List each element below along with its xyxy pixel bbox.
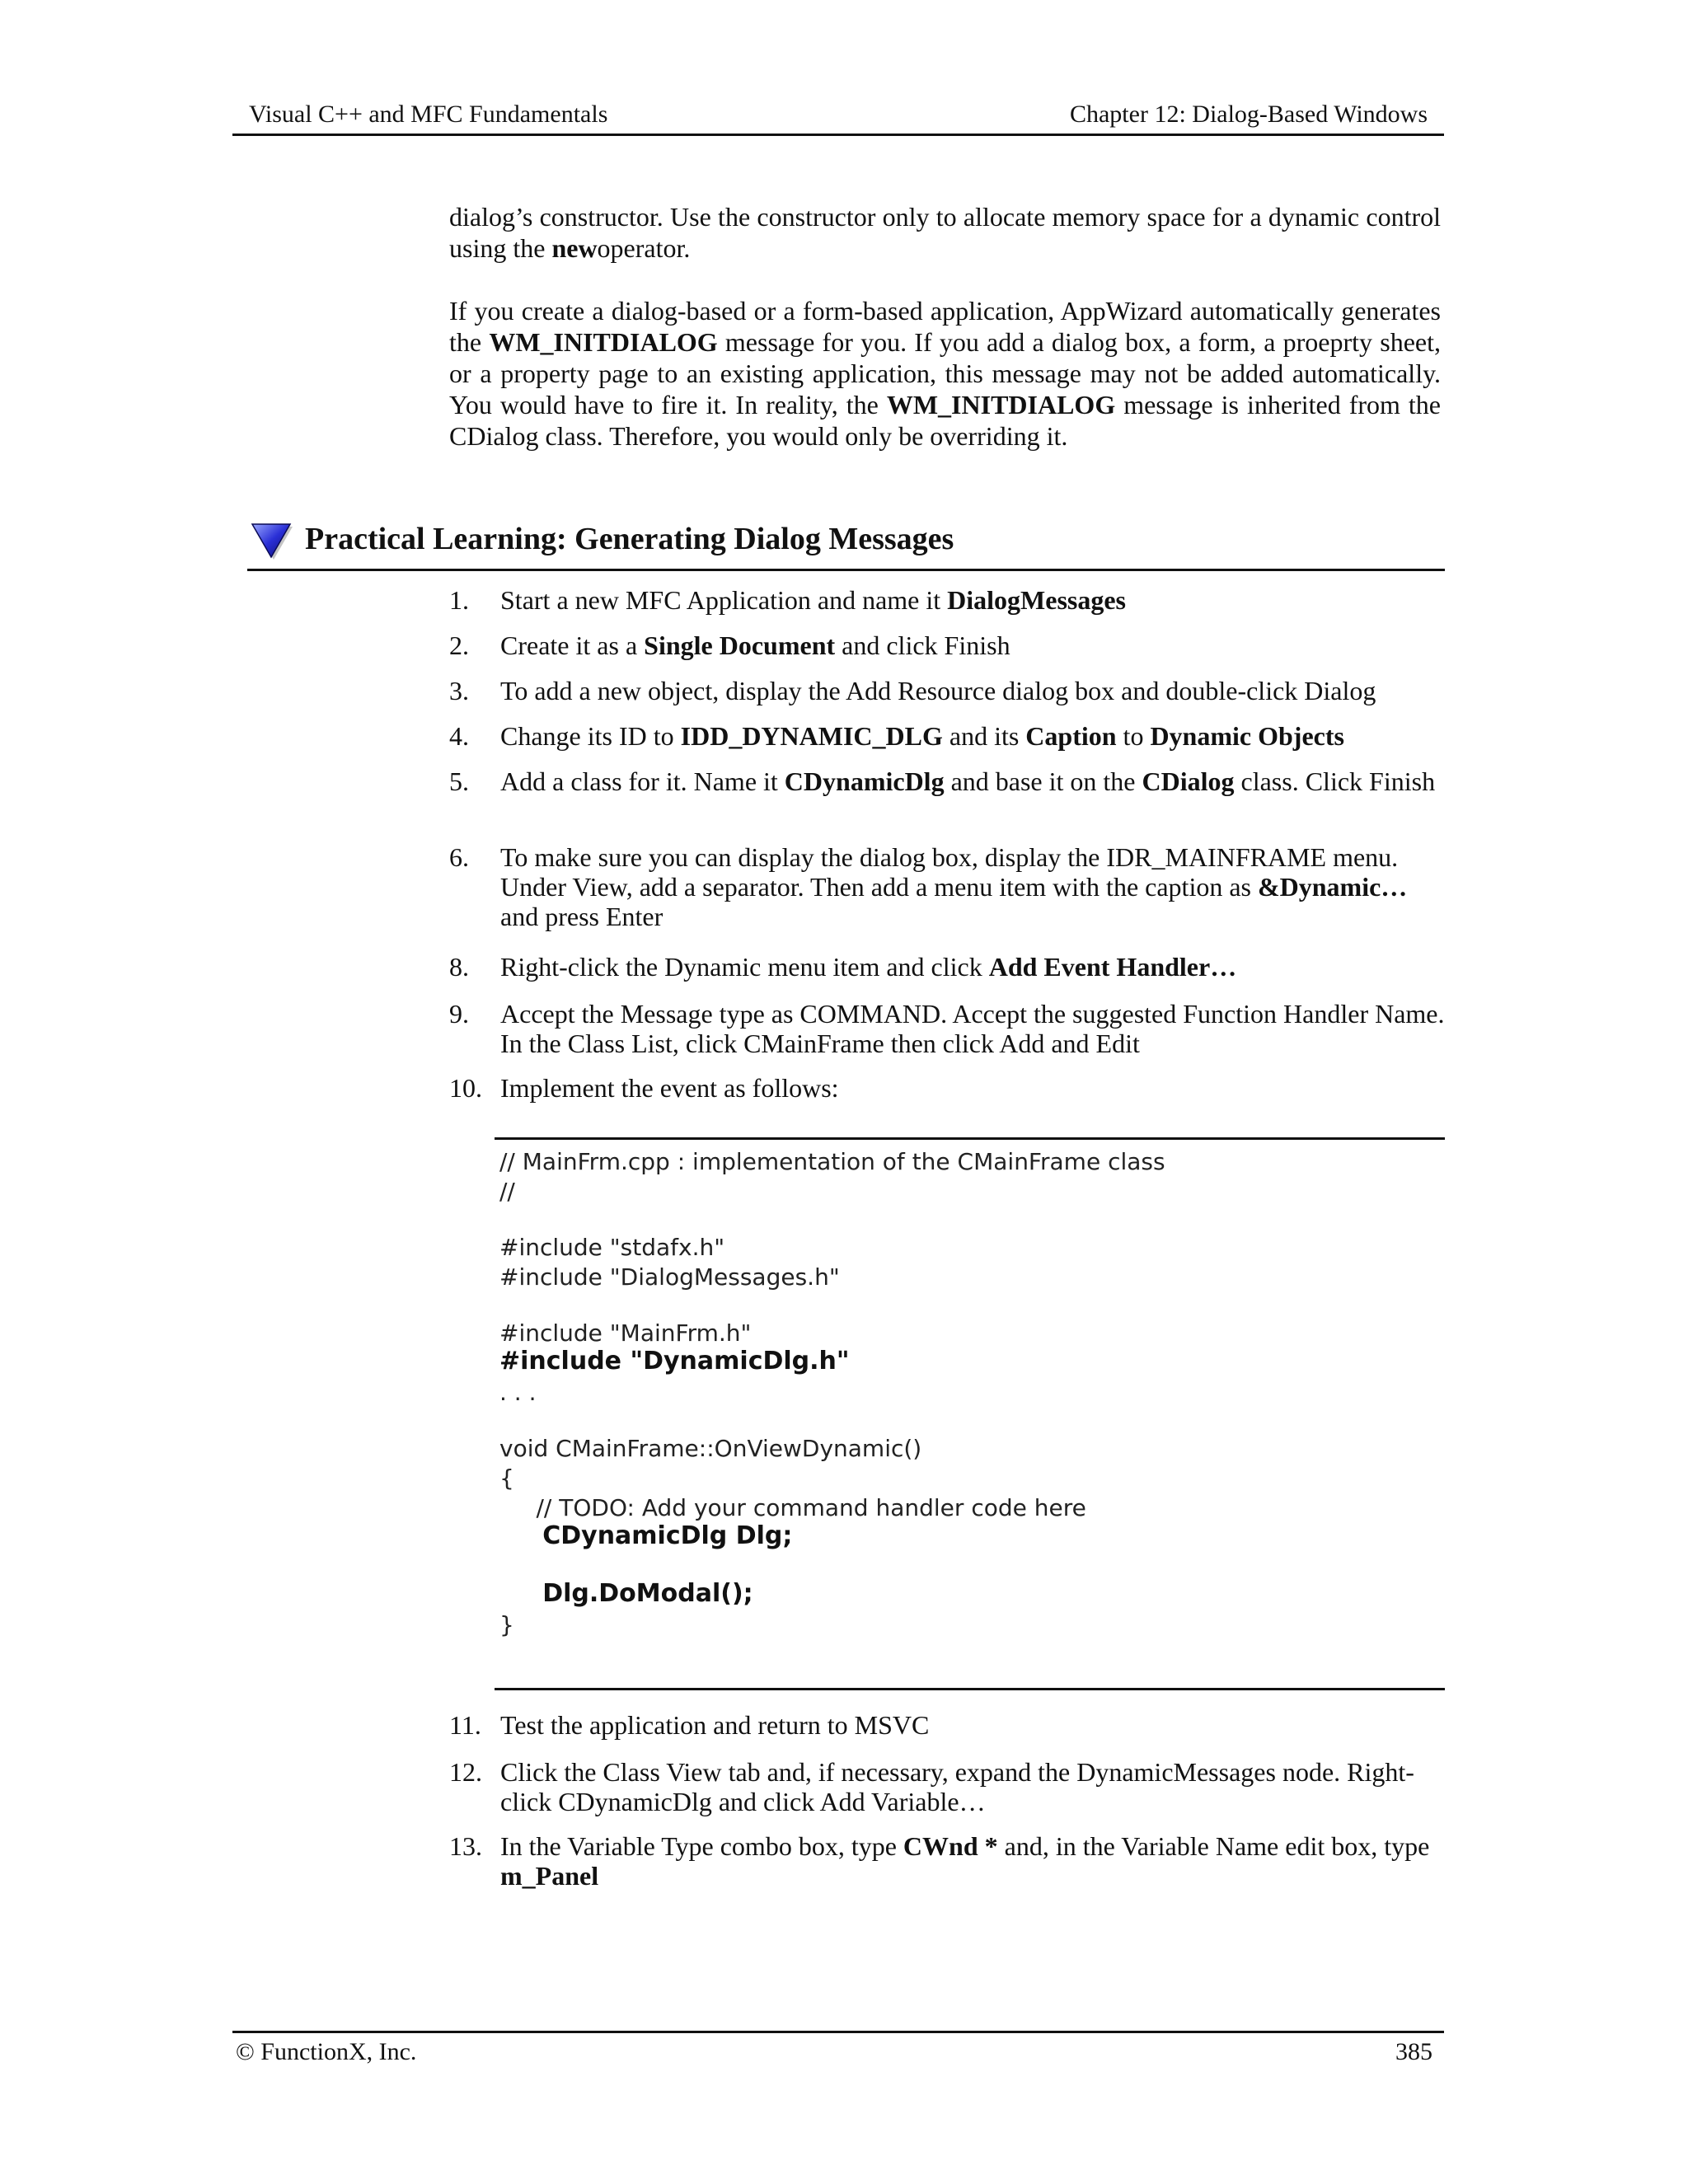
code-line: // MainFrm.cpp : implementation of the CMainFrame class bbox=[499, 1148, 1165, 1175]
code-line: Dlg.DoModal(); bbox=[499, 1579, 753, 1608]
text-run: Accept the Message type as COMMAND. Accept the suggested Function Handler Name. In the Class List, click CMainFrame then click Add and Edit bbox=[500, 999, 1445, 1058]
text-run: dialog’s constructor. Use the constructor only to allocate memory space for a dynamic control using the bbox=[449, 202, 1441, 263]
bold-term: IDD_DYNAMIC_DLG bbox=[680, 721, 943, 751]
bold-term: &Dynamic… bbox=[1257, 872, 1408, 902]
text-run: Implement the event as follows: bbox=[500, 1073, 839, 1103]
blue-down-triangle-icon bbox=[249, 519, 293, 560]
step-text bbox=[500, 766, 1447, 796]
code-line: . . . bbox=[499, 1379, 537, 1406]
text-run: To make sure you can display the dialog box, display the IDR_MAINFRAME menu. Under View, add a separator. Then add a menu item with the caption as bbox=[500, 842, 1399, 902]
step-number: 9. bbox=[449, 999, 469, 1029]
text-run: and its bbox=[942, 721, 1026, 751]
step-text bbox=[500, 676, 1447, 705]
bold-term: Add Event Handler… bbox=[988, 952, 1237, 982]
code-line: } bbox=[499, 1611, 514, 1638]
text-run: Create it as a bbox=[500, 630, 645, 660]
bold-term: CDialog bbox=[1142, 766, 1235, 796]
code-line: // bbox=[499, 1178, 515, 1205]
bold-term: Caption bbox=[1025, 721, 1117, 751]
text-run: Start a new MFC Application and name it bbox=[500, 585, 948, 615]
bold-term: WM_INITDIALOG bbox=[886, 390, 1116, 419]
bold-term: m_Panel bbox=[500, 1861, 599, 1891]
code-listing bbox=[495, 1137, 1445, 1690]
text-run: and press Enter bbox=[500, 902, 663, 931]
code-line: CDynamicDlg Dlg; bbox=[499, 1521, 793, 1550]
code-line: { bbox=[499, 1465, 514, 1492]
code-line: void CMainFrame::OnViewDynamic() bbox=[499, 1435, 922, 1462]
text-run: and, in the Variable Name edit box, type bbox=[997, 1831, 1430, 1861]
bold-term: CDynamicDlg bbox=[784, 766, 945, 796]
book-title: Visual C++ and MFC Fundamentals bbox=[249, 101, 608, 128]
step-number: 8. bbox=[449, 952, 469, 982]
text-run: Right-click the Dynamic menu item and click bbox=[500, 952, 989, 982]
step-number: 2. bbox=[449, 630, 469, 660]
code-line: #include "stdafx.h" bbox=[499, 1234, 725, 1261]
step-text bbox=[500, 721, 1447, 751]
step-number: 3. bbox=[449, 676, 469, 705]
section-title: Practical Learning: Generating Dialog Messages bbox=[305, 522, 954, 556]
text-run: In the Variable Type combo box, type bbox=[500, 1831, 903, 1861]
step-number: 12. bbox=[449, 1757, 482, 1787]
copyright: © FunctionX, Inc. bbox=[236, 2038, 417, 2065]
step-text bbox=[500, 842, 1447, 931]
text-run: to bbox=[1116, 721, 1151, 751]
bold-term: new bbox=[551, 233, 598, 263]
code-line: #include "MainFrm.h" bbox=[499, 1319, 752, 1347]
text-run: and click Finish bbox=[835, 630, 1010, 660]
step-number: 1. bbox=[449, 585, 469, 615]
step-text bbox=[500, 999, 1447, 1058]
bold-term: CWnd * bbox=[903, 1831, 998, 1861]
bold-term: WM_INITDIALOG bbox=[489, 327, 718, 357]
page-number: 385 bbox=[1395, 2038, 1432, 2065]
text-run: Change its ID to bbox=[500, 721, 681, 751]
step-number: 5. bbox=[449, 766, 469, 796]
page-footer bbox=[232, 2031, 1444, 2066]
code-line: // TODO: Add your command handler code here bbox=[499, 1494, 1086, 1521]
text-run: message for you. If you add a dialog box, a form, a proeprty sheet, or a property page to an existing application, this message may not be added automatically. You would have to fire it. In reality, the bbox=[449, 327, 1442, 419]
step-text bbox=[500, 1831, 1447, 1891]
step-text bbox=[500, 1073, 1447, 1103]
step-text bbox=[500, 585, 1447, 615]
text-run: Test the application and return to MSVC bbox=[500, 1710, 930, 1740]
text-run: class. Click Finish bbox=[1234, 766, 1436, 796]
step-text bbox=[500, 630, 1447, 660]
step-number: 13. bbox=[449, 1831, 482, 1861]
step-text bbox=[500, 1757, 1447, 1816]
bold-term: Single Document bbox=[644, 630, 836, 660]
step-text bbox=[500, 952, 1447, 982]
step-number: 10. bbox=[449, 1073, 482, 1103]
step-text bbox=[500, 1710, 1447, 1740]
step-number: 11. bbox=[449, 1710, 481, 1740]
text-run: and base it on the bbox=[944, 766, 1142, 796]
intro-paragraph-2 bbox=[449, 295, 1441, 452]
text-run: To add a new object, display the Add Resource dialog box and double-click Dialog bbox=[500, 676, 1376, 705]
text-run: If you create a dialog-based or a form-based application, AppWizard automatically generates the bbox=[449, 296, 1441, 357]
step-number: 6. bbox=[449, 842, 469, 872]
code-line: #include "DynamicDlg.h" bbox=[499, 1347, 850, 1376]
page-header bbox=[232, 97, 1444, 136]
text-run: Click the Class View tab and, if necessary, expand the DynamicMessages node. Right-click CDynamicDlg and click Add Variable… bbox=[500, 1757, 1414, 1816]
step-number: 4. bbox=[449, 721, 469, 751]
code-line: #include "DialogMessages.h" bbox=[499, 1263, 840, 1291]
intro-paragraph-1 bbox=[449, 201, 1441, 264]
chapter-title: Chapter 12: Dialog-Based Windows bbox=[1069, 101, 1428, 128]
text-run: message is inherited from the CDialog class. Therefore, you would only be overriding it. bbox=[449, 390, 1442, 451]
text-run: operator. bbox=[597, 233, 691, 263]
bold-term: DialogMessages bbox=[947, 585, 1126, 615]
bold-term: Dynamic Objects bbox=[1150, 721, 1344, 751]
text-run: Add a class for it. Name it bbox=[500, 766, 785, 796]
section-heading bbox=[247, 513, 1445, 571]
